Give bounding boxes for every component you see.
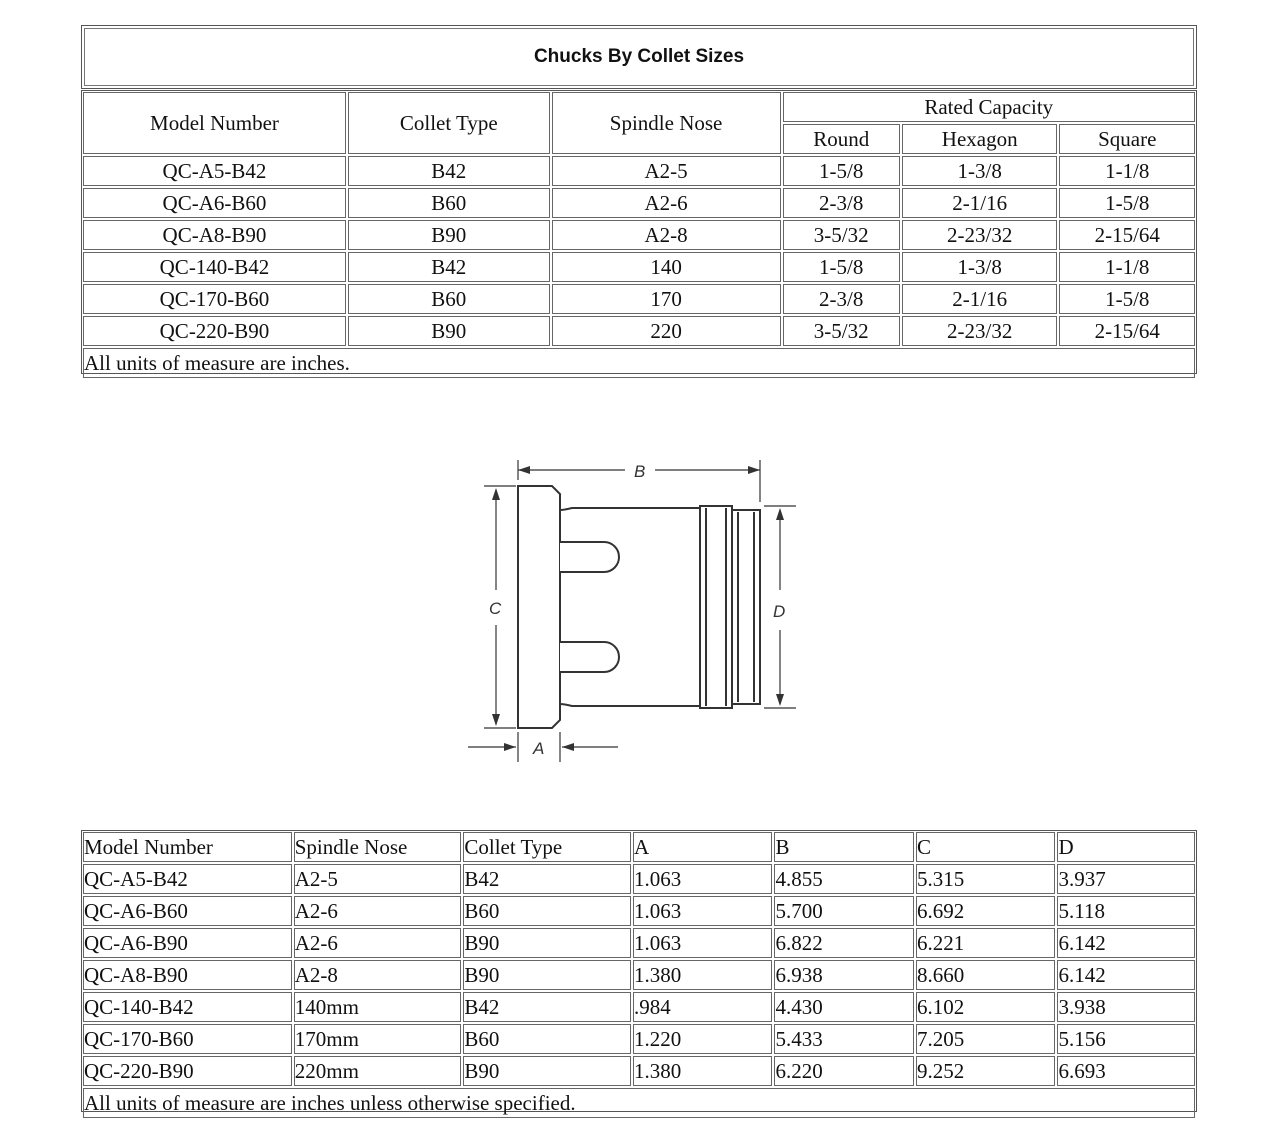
header-round: Round	[783, 124, 900, 154]
table-row	[83, 864, 1195, 894]
label-a: A	[533, 739, 545, 758]
table-row	[83, 960, 1195, 990]
title-box	[81, 25, 1197, 89]
cell: 6.693	[1057, 1056, 1195, 1086]
header-rated-capacity: Rated Capacity	[783, 92, 1196, 122]
body	[560, 508, 700, 706]
cell: QC-A5-B42	[83, 156, 346, 186]
cell: QC-140-B42	[83, 252, 346, 282]
header-c: C	[916, 832, 1056, 862]
cell: 2-15/64	[1059, 316, 1195, 346]
table-row	[83, 220, 1195, 250]
cell: 1.380	[633, 1056, 773, 1086]
table-row	[83, 252, 1195, 282]
cell: 2-15/64	[1059, 220, 1195, 250]
cell: 6.938	[774, 960, 914, 990]
cell: A2-6	[552, 188, 781, 218]
cell: B42	[463, 992, 631, 1022]
cell: 3.937	[1057, 864, 1195, 894]
table-header-row	[83, 832, 1195, 862]
cell: 2-3/8	[783, 284, 900, 314]
cell: 3-5/32	[783, 316, 900, 346]
cell: A2-5	[552, 156, 781, 186]
cell: B90	[348, 220, 550, 250]
cell: 3-5/32	[783, 220, 900, 250]
cell: 220mm	[294, 1056, 462, 1086]
cell: 6.822	[774, 928, 914, 958]
table-row	[83, 316, 1195, 346]
cell: 2-23/32	[902, 316, 1058, 346]
table-row	[83, 188, 1195, 218]
cell: A2-5	[294, 864, 462, 894]
cell: QC-A8-B90	[83, 220, 346, 250]
cell: B60	[348, 188, 550, 218]
cell: QC-170-B60	[83, 1024, 292, 1054]
cell: 1-3/8	[902, 156, 1058, 186]
cell: 1.063	[633, 928, 773, 958]
cell: 5.315	[916, 864, 1056, 894]
ring-1	[700, 506, 732, 708]
table-row	[83, 992, 1195, 1022]
header-a: A	[633, 832, 773, 862]
cell: 6.102	[916, 992, 1056, 1022]
table-row	[83, 928, 1195, 958]
page-title: Chucks By Collet Sizes	[84, 28, 1194, 86]
cell: 1-3/8	[902, 252, 1058, 282]
cell: A2-6	[294, 928, 462, 958]
cell: 5.433	[774, 1024, 914, 1054]
cell: 140mm	[294, 992, 462, 1022]
cell: QC-140-B42	[83, 992, 292, 1022]
cell: B90	[463, 928, 631, 958]
cell: 6.692	[916, 896, 1056, 926]
cell: B90	[348, 316, 550, 346]
cell: 1-1/8	[1059, 252, 1195, 282]
cell: 9.252	[916, 1056, 1056, 1086]
cell: 2-1/16	[902, 284, 1058, 314]
cell: 1.063	[633, 896, 773, 926]
header-d: D	[1057, 832, 1195, 862]
cell: 140	[552, 252, 781, 282]
cell: 3.938	[1057, 992, 1195, 1022]
cell: 2-3/8	[783, 188, 900, 218]
label-c: C	[489, 599, 502, 618]
cell: A2-6	[294, 896, 462, 926]
cell: 2-23/32	[902, 220, 1058, 250]
rated-capacity-table	[81, 90, 1197, 380]
table2-note: All units of measure are inches unless otherwise specified.	[83, 1088, 1195, 1118]
header-spindle-nose: Spindle Nose	[294, 832, 462, 862]
ring-2	[732, 510, 760, 704]
header-b: B	[774, 832, 914, 862]
cell: B42	[463, 864, 631, 894]
table-row	[83, 1056, 1195, 1086]
cell: B60	[463, 896, 631, 926]
cell: 170mm	[294, 1024, 462, 1054]
label-d: D	[773, 602, 786, 621]
cell: 1.380	[633, 960, 773, 990]
cell: .984	[633, 992, 773, 1022]
header-hexagon: Hexagon	[902, 124, 1058, 154]
cell: 6.221	[916, 928, 1056, 958]
cell: 4.430	[774, 992, 914, 1022]
cell: A2-8	[552, 220, 781, 250]
cell: 6.142	[1057, 960, 1195, 990]
cell: QC-170-B60	[83, 284, 346, 314]
table-row	[83, 1024, 1195, 1054]
cell: 2-1/16	[902, 188, 1058, 218]
dimensions-table	[81, 830, 1197, 1120]
cell: QC-A6-B60	[83, 896, 292, 926]
cell: 1-1/8	[1059, 156, 1195, 186]
cell: 5.118	[1057, 896, 1195, 926]
label-b: B	[634, 462, 646, 481]
cell: 1-5/8	[783, 156, 900, 186]
cell: 5.156	[1057, 1024, 1195, 1054]
cell: 5.700	[774, 896, 914, 926]
header-spindle-nose: Spindle Nose	[552, 92, 781, 154]
cell: B60	[463, 1024, 631, 1054]
cell: QC-A6-B90	[83, 928, 292, 958]
header-collet-type: Collet Type	[348, 92, 550, 154]
cell: 1.063	[633, 864, 773, 894]
table-row	[83, 896, 1195, 926]
table-row	[83, 156, 1195, 186]
cell: 8.660	[916, 960, 1056, 990]
cell: B90	[463, 960, 631, 990]
cell: QC-220-B90	[83, 316, 346, 346]
cell: 1-5/8	[1059, 284, 1195, 314]
header-square: Square	[1059, 124, 1195, 154]
cell: QC-A6-B60	[83, 188, 346, 218]
cell: B42	[348, 252, 550, 282]
cell: 1-5/8	[783, 252, 900, 282]
cell: 4.855	[774, 864, 914, 894]
slot-lower	[560, 642, 619, 672]
header-collet-type: Collet Type	[463, 832, 631, 862]
chuck-dimension-diagram	[460, 450, 820, 770]
header-model-number: Model Number	[83, 832, 292, 862]
cell: 7.205	[916, 1024, 1056, 1054]
cell: 170	[552, 284, 781, 314]
cell: QC-A8-B90	[83, 960, 292, 990]
cell: 6.142	[1057, 928, 1195, 958]
header-model-number: Model Number	[83, 92, 346, 154]
cell: B90	[463, 1056, 631, 1086]
cell: A2-8	[294, 960, 462, 990]
table-row	[83, 284, 1195, 314]
table1-note: All units of measure are inches.	[83, 348, 1195, 378]
cell: QC-220-B90	[83, 1056, 292, 1086]
cell: 6.220	[774, 1056, 914, 1086]
flange	[518, 486, 560, 728]
cell: B60	[348, 284, 550, 314]
cell: 1-5/8	[1059, 188, 1195, 218]
cell: QC-A5-B42	[83, 864, 292, 894]
cell: 220	[552, 316, 781, 346]
cell: 1.220	[633, 1024, 773, 1054]
slot-upper	[560, 542, 619, 572]
cell: B42	[348, 156, 550, 186]
